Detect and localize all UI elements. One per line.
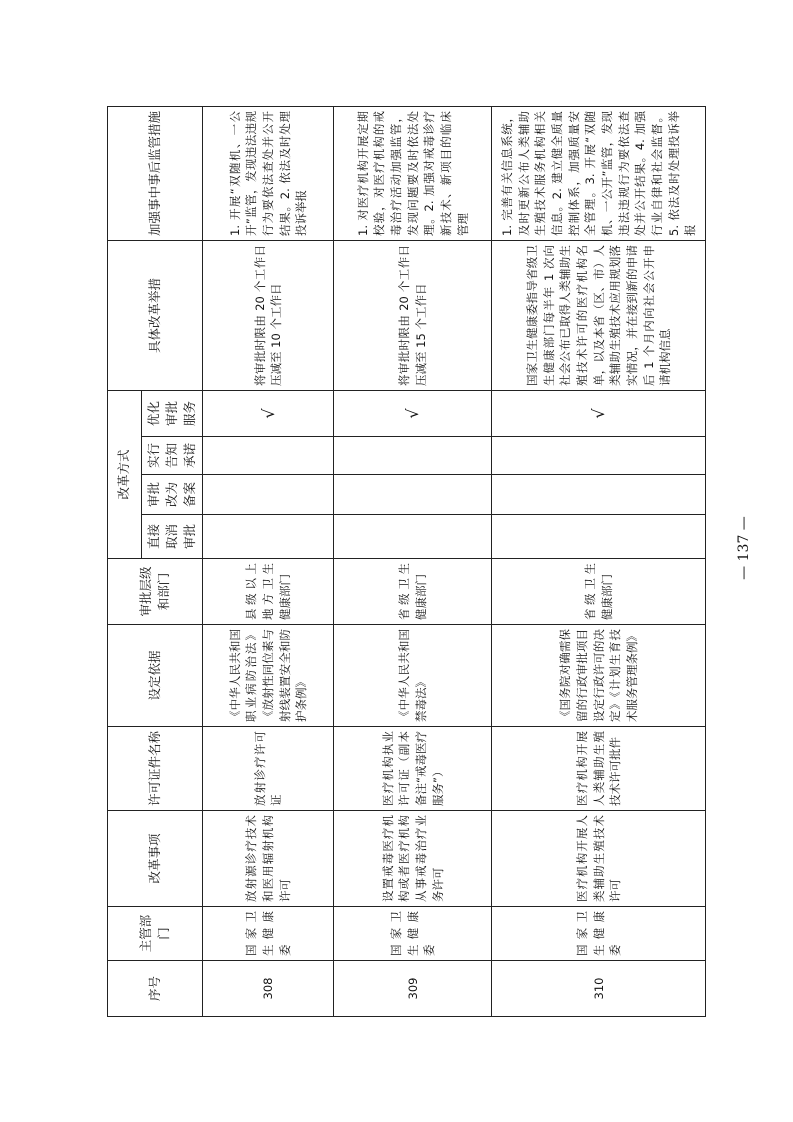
cell-level: 省级卫生健康部门 [334,559,492,625]
header-item: 改革事项 [108,811,203,907]
cell-measures: 国家卫生健康委指导省级卫生健康部门每半年 1 次向社会公布已取得人类辅助生殖技术许可的医疗机构名单，以及本省（区、市）人类辅助生殖技术应用规划落实情况，并在接到新的申请后 1 个月内向社会公开申请机构信息 [492,240,706,390]
cell-supervision: 1. 开展“双随机、一公开”监管，发现违法违规行为要依法查处并公开结果。2. 依法及时处理投诉举报 [203,106,334,240]
cell-seq: 308 [203,961,334,1017]
cell-item: 医疗机构开展人类辅助生殖技术许可 [492,811,706,907]
header-mode-cancel: 直接取消审批 [142,515,203,559]
cell-optimize: √ [334,390,492,436]
cell-license: 医疗机构执业许可证（副本备注“戒毒医疗服务”） [334,727,492,811]
cell-cancel [203,515,334,559]
header-dept: 主管部门 [108,907,203,961]
cell-record [492,475,706,515]
cell-seq: 309 [334,961,492,1017]
cell-measures: 将审批时限由 20 个工作日压减至 15 个工作日 [334,240,492,390]
table-row [203,106,334,1016]
header-mode-record: 审批改为备案 [142,475,203,515]
cell-notify [203,437,334,475]
header-mode-notify: 实行告知承诺 [142,437,203,475]
header-supervision: 加强事中事后监管措施 [108,106,203,240]
cell-dept: 国家卫生健康委 [492,907,706,961]
header-level: 审批层级和部门 [108,559,203,625]
rotated-table-sheet [107,107,700,1017]
cell-dept: 国家卫生健康委 [203,907,334,961]
page-number: — 137 — [735,516,752,580]
header-measures: 具体改革举措 [108,240,203,390]
table-row [334,106,492,1016]
cell-basis: 《中华人民共和国职业病防治法》《放射性同位素与射线装置安全和防护条例》 [203,625,334,727]
cell-optimize: √ [203,390,334,436]
cell-item: 设置戒毒医疗机构或者医疗机构从事戒毒治疗业务许可 [334,811,492,907]
cell-basis: 《国务院对确需保留的行政审批项目设定行政许可的决定》《计划生育技术服务管理条例》 [492,625,706,727]
cell-basis: 《中华人民共和国禁毒法》 [334,625,492,727]
cell-level: 省级卫生健康部门 [492,559,706,625]
cell-dept: 国家卫生健康委 [334,907,492,961]
header-license: 许可证件名称 [108,727,203,811]
header-seq: 序号 [108,961,203,1017]
cell-notify [492,437,706,475]
cell-cancel [334,515,492,559]
table-row [492,106,706,1016]
cell-license: 放射诊疗许可证 [203,727,334,811]
cell-measures: 将审批时限由 20 个工作日压减至 10 个工作日 [203,240,334,390]
cell-cancel [492,515,706,559]
cell-supervision: 1. 完善有关信息系统，及时更新公布人类辅助生殖技术服务机构相关信息。2. 建立健全质量控制体系，加强质量安全管理。3. 开展“双随机、一公开”监管，发现违法违规行为要依法查处并公开结果。4. 加强行业自律和社会监督。5. 依法及时处理投诉举报 [492,106,706,240]
cell-optimize: √ [492,390,706,436]
cell-seq: 310 [492,961,706,1017]
header-basis: 设定依据 [108,625,203,727]
header-mode-optimize: 优化审批服务 [142,390,203,436]
cell-level: 县级以上地方卫生健康部门 [203,559,334,625]
cell-item: 放射源诊疗技术和医用辐射机构许可 [203,811,334,907]
cell-record [334,475,492,515]
cell-notify [334,437,492,475]
cell-license: 医疗机构开展人类辅助生殖技术许可批件 [492,727,706,811]
header-mode: 改革方式 [108,390,142,558]
cell-supervision: 1. 对医疗机构开展定期校验，对医疗机构的戒毒治疗活动加强监管，发现问题要及时依法处理。2. 加强对戒毒诊疗新技术、新项目的临床管理 [334,106,492,240]
reform-table [107,106,706,1017]
cell-record [203,475,334,515]
